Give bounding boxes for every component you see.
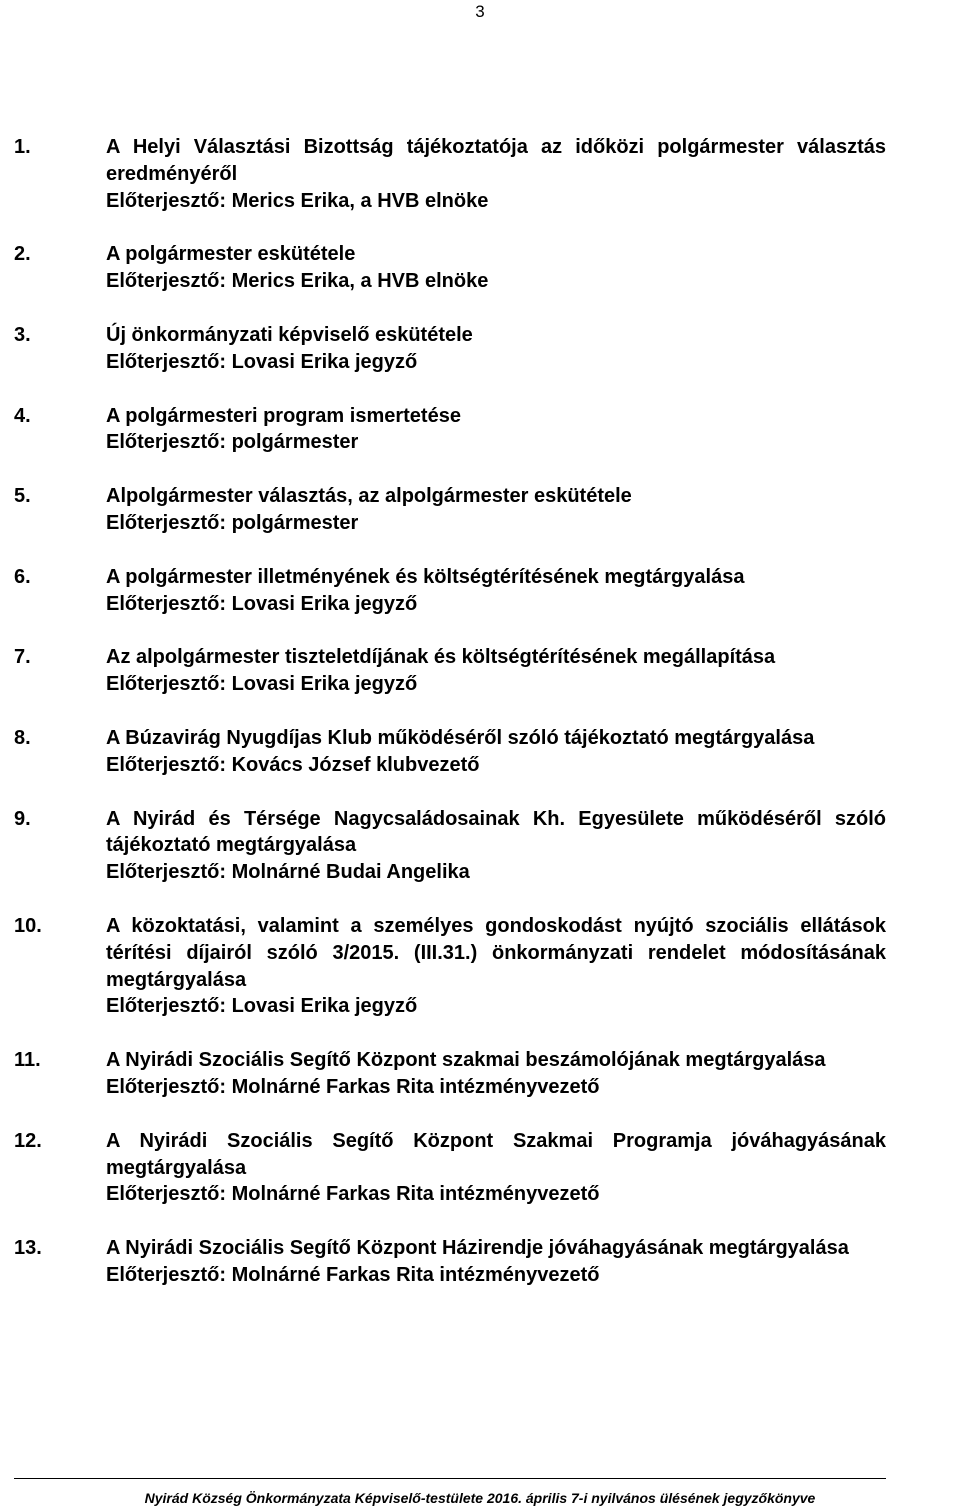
page-number: 3	[475, 2, 485, 21]
agenda-item	[14, 913, 886, 1020]
agenda-item-presenter: Előterjesztő: polgármester	[106, 511, 359, 534]
agenda-item-number: 1.	[14, 136, 31, 158]
agenda-item-number: 11.	[14, 1049, 41, 1072]
agenda-item-presenter: Előterjesztő: Molnárné Farkas Rita intézményvezető	[106, 1075, 600, 1098]
agenda-item	[14, 1235, 886, 1289]
agenda-item-title: A Búzavirág Nyugdíjas Klub működéséről szóló tájékoztató megtárgyalása	[106, 726, 815, 749]
agenda-item-presenter: Előterjesztő: Molnárné Farkas Rita intézményvezető	[106, 1263, 600, 1286]
agenda-item-presenter: Előterjesztő: Molnárné Farkas Rita intézményvezető	[106, 1183, 600, 1206]
agenda-item-title: A Nyirádi Szociális Segítő Központ Házirendje jóváhagyásának megtárgyalása	[106, 1237, 849, 1260]
agenda-item-number: 12.	[14, 1129, 42, 1152]
agenda-item-title: A polgármesteri program ismertetése	[106, 404, 461, 427]
agenda-item-number: 6.	[14, 565, 31, 588]
agenda-item-title: A polgármester illetményének és költségtérítésének megtárgyalása	[106, 565, 745, 588]
agenda-item-presenter: Előterjesztő: Kovács József klubvezető	[106, 753, 480, 776]
footer-divider	[14, 1478, 886, 1479]
agenda-item-presenter: Előterjesztő: Molnárné Budai Angelika	[106, 861, 470, 884]
agenda-item-title: A Nyirád és Térsége Nagycsaládosainak Kh. Egyesülete működéséről szóló tájékoztató megtárgyalása	[106, 807, 886, 857]
agenda-item-title: A Helyi Választási Bizottság tájékoztatója az időközi polgármester választás eredményéről	[106, 136, 886, 185]
agenda-item-number: 3.	[14, 323, 31, 346]
agenda-item	[14, 483, 886, 537]
agenda-item-presenter: Előterjesztő: Lovasi Erika jegyző	[106, 592, 418, 615]
agenda-item	[14, 1128, 886, 1208]
agenda-item-number: 8.	[14, 726, 31, 749]
page-footer: Nyirád Község Önkormányzata Képviselő-testülete 2016. április 7-i nyilvános ülésének jegyzőkönyve	[144, 1490, 816, 1506]
agenda-item	[14, 725, 886, 779]
agenda-item-title: Új önkormányzati képviselő eskütétele	[106, 323, 473, 346]
agenda-item-title: Az alpolgármester tiszteletdíjának és költségtérítésének megállapítása	[106, 646, 776, 669]
agenda-item	[14, 644, 886, 698]
agenda-item	[14, 1047, 886, 1101]
agenda-list	[14, 134, 886, 1316]
agenda-item	[14, 403, 886, 457]
agenda-item	[14, 564, 886, 618]
agenda-item-number: 7.	[14, 646, 31, 669]
agenda-item	[14, 134, 886, 214]
agenda-item-number: 10.	[14, 914, 42, 937]
agenda-item-title: A Nyirádi Szociális Segítő Központ Szakmai Programja jóváhagyásának megtárgyalása	[106, 1129, 886, 1179]
agenda-item-presenter: Előterjesztő: Lovasi Erika jegyző	[106, 995, 418, 1018]
agenda-item	[14, 806, 886, 886]
agenda-item-number: 4.	[14, 404, 31, 427]
agenda-item-presenter: Előterjesztő: Merics Erika, a HVB elnöke	[106, 270, 489, 293]
agenda-item-presenter: Előterjesztő: Lovasi Erika jegyző	[106, 350, 418, 373]
agenda-item-number: 2.	[14, 243, 31, 266]
agenda-item	[14, 322, 886, 376]
agenda-item-title: A közoktatási, valamint a személyes gondoskodást nyújtó szociális ellátások térítési díjairól szóló 3/2015. (III.31.) önkormányzati rendelet módosításának megtárgyalása	[106, 914, 886, 991]
agenda-item-presenter: Előterjesztő: Lovasi Erika jegyző	[106, 673, 418, 696]
agenda-item	[14, 241, 886, 295]
agenda-item-number: 5.	[14, 485, 31, 508]
agenda-item-title: A polgármester eskütétele	[106, 243, 356, 266]
agenda-item-number: 9.	[14, 807, 31, 830]
agenda-item-title: Alpolgármester választás, az alpolgármester eskütétele	[106, 485, 632, 508]
agenda-item-number: 13.	[14, 1237, 42, 1260]
agenda-item-presenter: Előterjesztő: polgármester	[106, 431, 359, 454]
agenda-item-presenter: Előterjesztő: Merics Erika, a HVB elnöke	[106, 189, 489, 212]
agenda-item-title: A Nyirádi Szociális Segítő Központ szakmai beszámolójának megtárgyalása	[106, 1049, 826, 1072]
